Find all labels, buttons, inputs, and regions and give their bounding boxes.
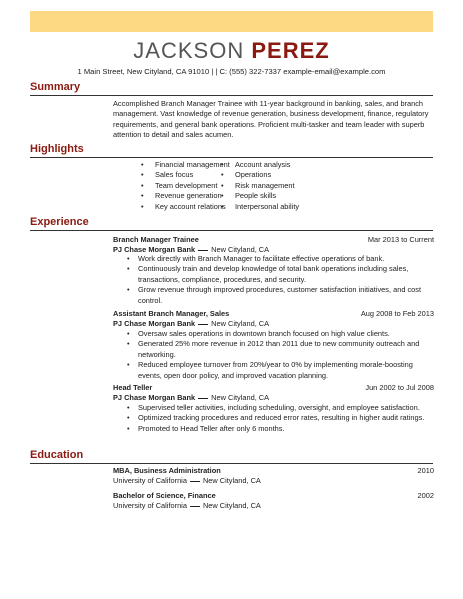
education-heading: Education <box>30 449 84 461</box>
first-name: JACKSON <box>133 38 245 63</box>
highlights-heading: Highlights <box>30 143 84 155</box>
duty-item: • Grow revenue through improved procedures, customer satisfaction initiatives, and cost control. <box>127 285 433 306</box>
job-header <box>113 383 434 393</box>
duty-item: • Work directly with Branch Manager to facilitate effective operations of bank. <box>127 254 433 264</box>
job-dates: Jun 2002 to Jul 2008 <box>365 383 434 392</box>
job-duties <box>127 254 433 306</box>
candidate-name <box>0 38 463 64</box>
company-location: New Cityland, CA <box>211 245 270 254</box>
highlight-item: • Financial management <box>141 160 230 170</box>
highlight-item: • Revenue generation <box>141 191 230 201</box>
duty-item: • Supervised teller activities, including scheduling, oversight, and employee satisfaction. <box>127 403 433 413</box>
duty-item: • Oversaw sales operations in downtown branch focused on high value clients. <box>127 329 433 339</box>
job-header <box>113 309 434 319</box>
job-duties <box>127 329 433 381</box>
school-location: New Cityland, CA <box>202 501 261 510</box>
experience-divider <box>30 230 433 231</box>
highlights-column-1 <box>141 160 230 212</box>
company-name: PJ Chase Morgan Bank <box>113 319 196 328</box>
school-line <box>113 476 261 486</box>
degree-name: MBA, Business Administration <box>113 466 221 475</box>
highlight-item: • Key account relations <box>141 202 230 212</box>
school-location: New Cityland, CA <box>202 476 261 485</box>
dash-separator <box>198 250 208 251</box>
company-name: PJ Chase Morgan Bank <box>113 245 196 254</box>
dash-separator <box>198 324 208 325</box>
job-company-line <box>113 393 269 403</box>
education-entry-header <box>113 491 434 501</box>
job-header <box>113 235 434 245</box>
accent-bar <box>30 11 433 32</box>
duty-item: • Continuously train and develop knowledge of total bank operations including sales, transactions, compliance, procedures, and security. <box>127 264 433 285</box>
company-location: New Cityland, CA <box>211 393 270 402</box>
highlights-divider <box>30 157 433 158</box>
dash-separator <box>190 506 200 507</box>
job-title: Branch Manager Trainee <box>113 235 199 244</box>
education-divider <box>30 463 433 464</box>
duty-item: • Generated 25% more revenue in 2012 than 2011 due to new community outreach and networking. <box>127 339 433 360</box>
contact-info: 1 Main Street, New Cityland, CA 91010 | | C: (555) 322-7337 example-email@example.com <box>77 67 386 76</box>
dash-separator <box>198 398 208 399</box>
job-title: Head Teller <box>113 383 153 392</box>
duty-item: • Optimized tracking procedures and reduced error rates, resulting in higher audit ratings. <box>127 413 433 423</box>
duty-item: • Promoted to Head Teller after only 6 months. <box>127 424 433 434</box>
highlight-item: • People skills <box>221 191 299 201</box>
school-name: University of California <box>113 501 187 510</box>
degree-year: 2002 <box>417 491 434 500</box>
job-company-line <box>113 319 269 329</box>
company-location: New Cityland, CA <box>211 319 270 328</box>
job-dates: Mar 2013 to Current <box>367 235 434 244</box>
job-title: Assistant Branch Manager, Sales <box>113 309 230 318</box>
experience-heading: Experience <box>30 216 89 228</box>
company-name: PJ Chase Morgan Bank <box>113 393 196 402</box>
summary-divider <box>30 95 433 96</box>
education-entry-header <box>113 466 434 476</box>
highlight-item: • Operations <box>221 170 299 180</box>
job-duties <box>127 403 433 434</box>
last-name: PEREZ <box>251 38 330 63</box>
highlight-item: • Risk management <box>221 181 299 191</box>
school-name: University of California <box>113 476 187 485</box>
degree-name: Bachelor of Science, Finance <box>113 491 216 500</box>
degree-year: 2010 <box>417 466 434 475</box>
highlight-item: • Sales focus <box>141 170 230 180</box>
highlight-item: • Interpersonal ability <box>221 202 299 212</box>
job-dates: Aug 2008 to Feb 2013 <box>360 309 434 318</box>
dash-separator <box>190 481 200 482</box>
summary-heading: Summary <box>30 81 81 93</box>
highlight-item: • Team development <box>141 181 230 191</box>
duty-item: • Reduced employee turnover from 20%/year to 0% by implementing morale-boosting events, open door policy, and improved vacation planning. <box>127 360 433 381</box>
highlight-item: • Account analysis <box>221 160 299 170</box>
school-line <box>113 501 261 511</box>
summary-text: Accomplished Branch Manager Trainee with 11-year background in banking, sales, and branch management. Vast knowledge of revenue generation, business development, finance, regulatory requirements, and general bank operations. Proficient multi-tasker and team leader with superb attention to detail and sales acumen. <box>113 99 429 140</box>
highlights-column-2 <box>221 160 299 212</box>
